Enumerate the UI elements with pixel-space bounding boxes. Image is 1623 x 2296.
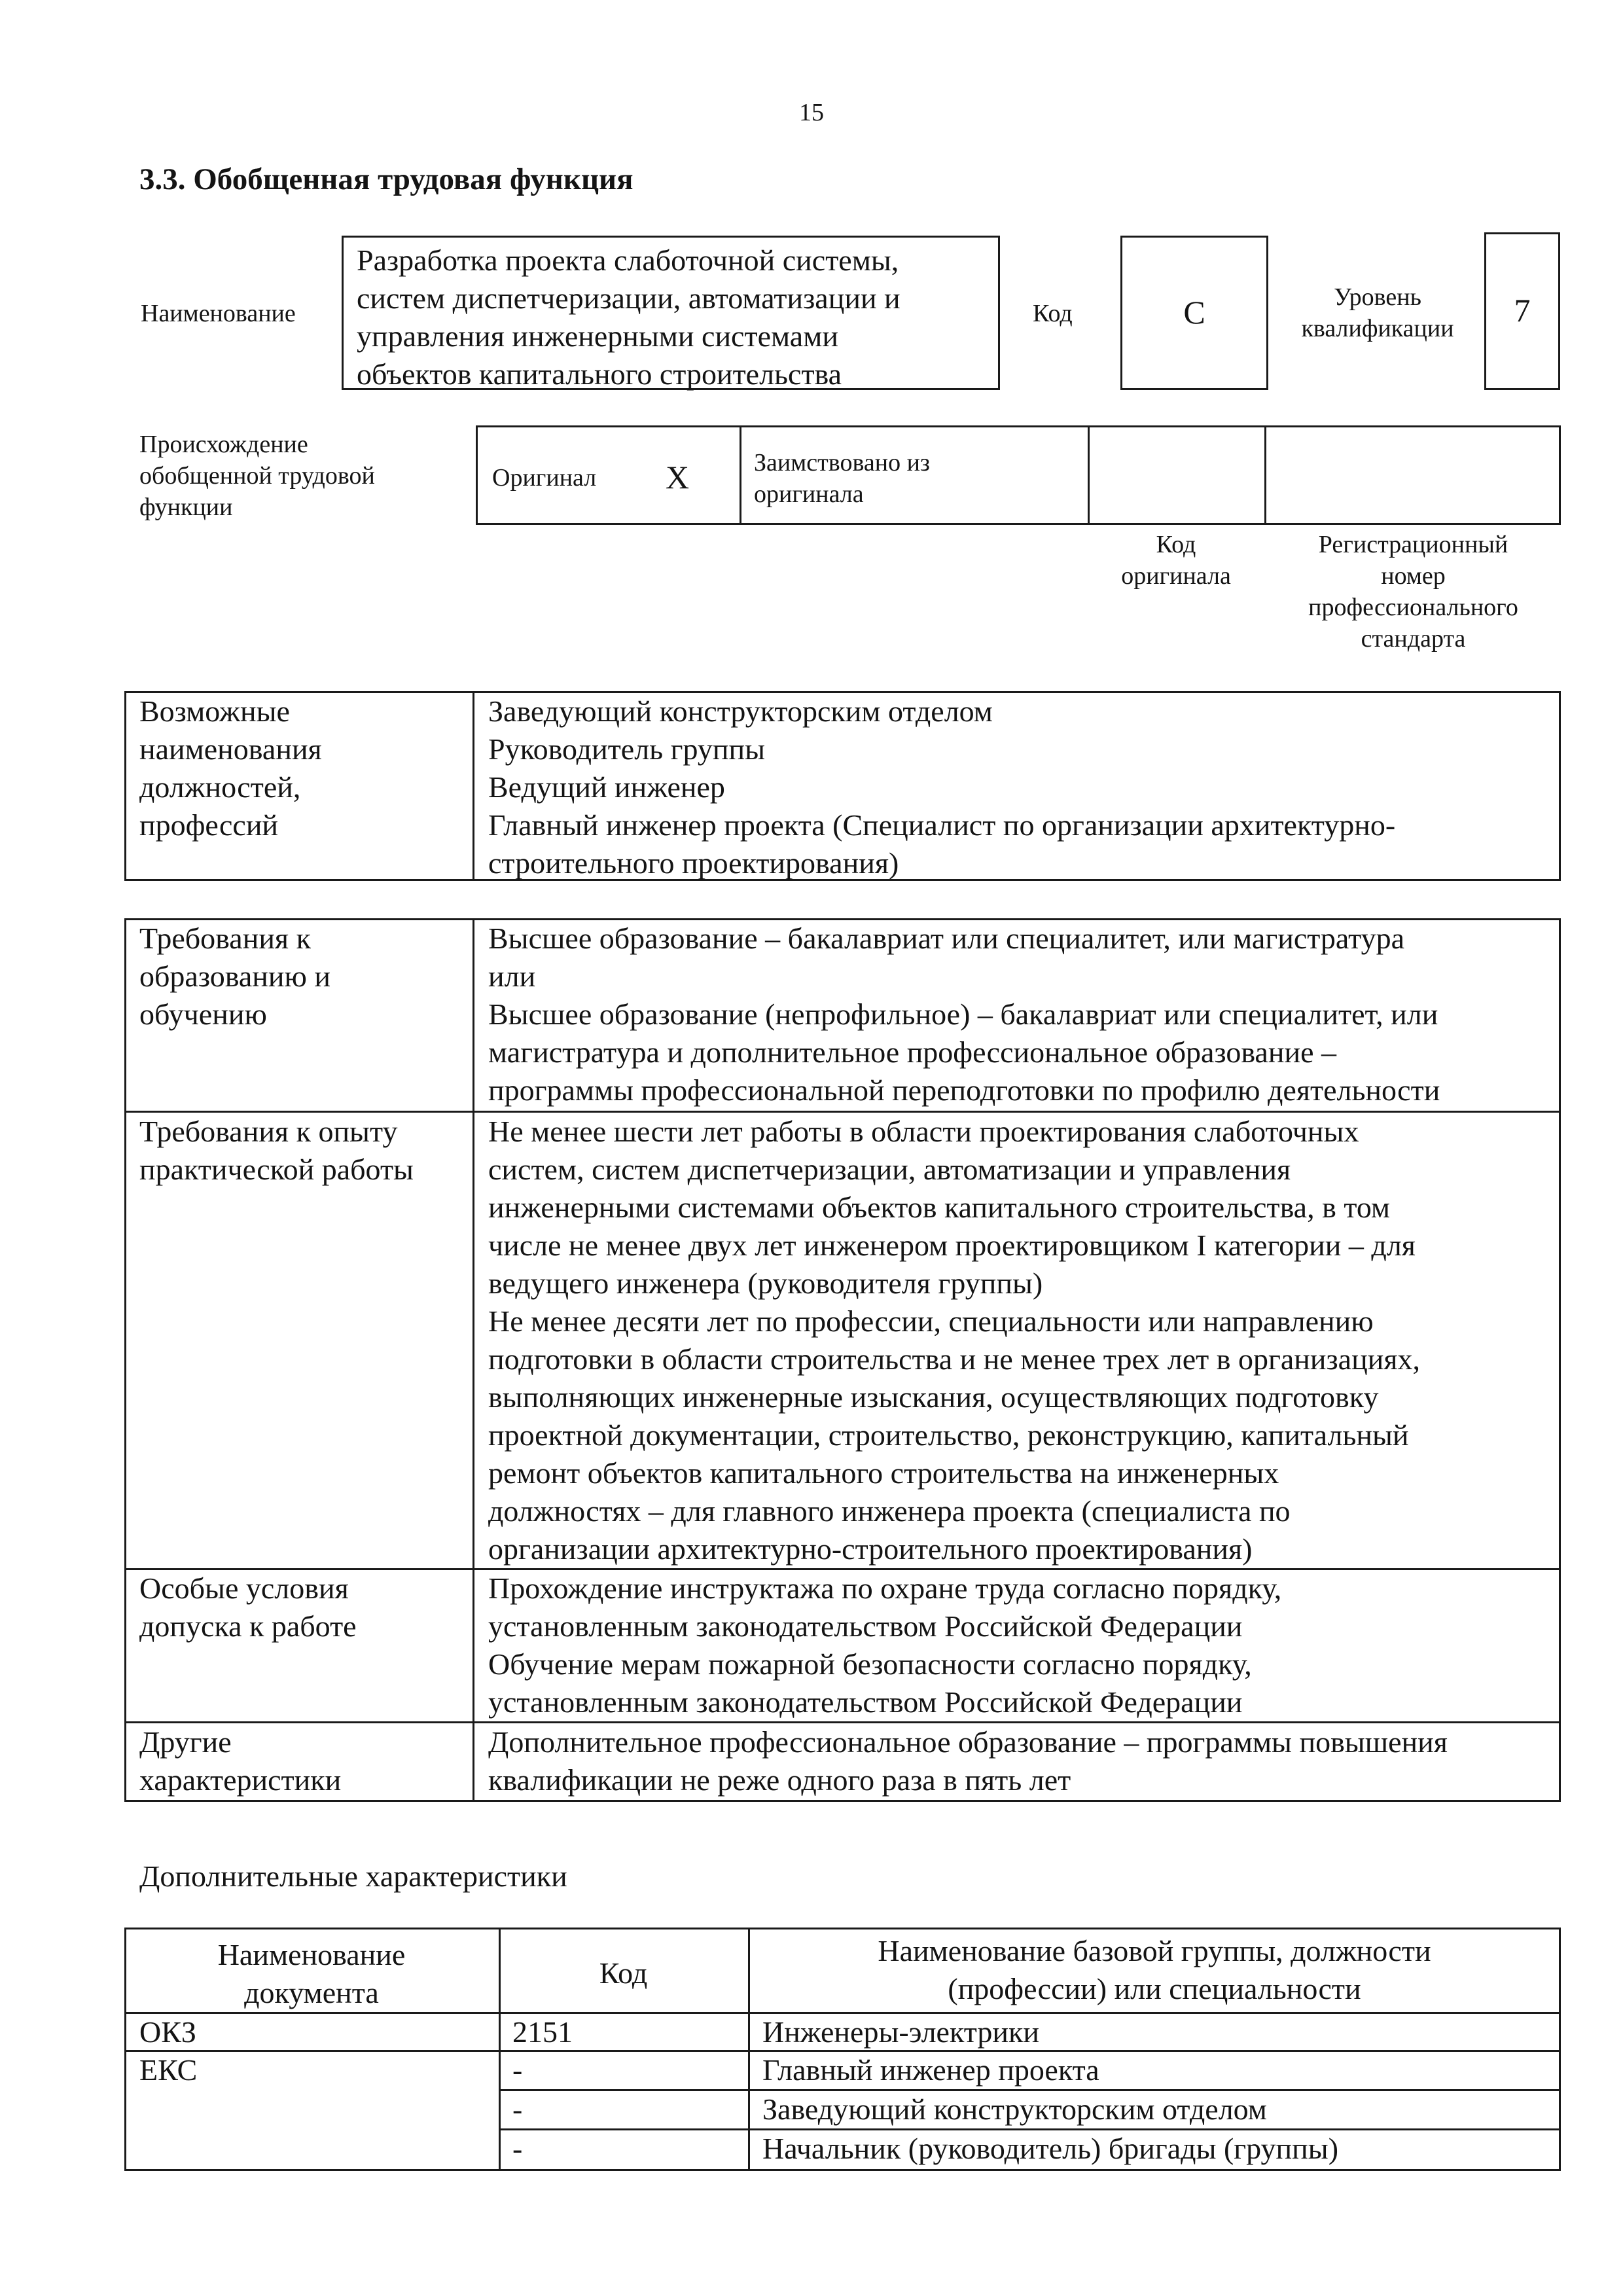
origin-label-line: обобщенной трудовой bbox=[139, 462, 375, 490]
req-other-text bbox=[488, 1723, 1448, 1799]
positions-label-line: должностей, bbox=[139, 770, 301, 804]
level-label bbox=[1279, 281, 1476, 344]
req-label-line: допуска к работе bbox=[139, 1609, 357, 1643]
req-text-line: Дополнительное профессиональное образование – программы повышения bbox=[488, 1725, 1448, 1759]
req-text-line: Прохождение инструктажа по охране труда согласно порядку, bbox=[488, 1571, 1282, 1605]
req-text-line: проектной документации, строительство, реконструкцию, капитальный bbox=[488, 1418, 1409, 1452]
position-item: Заведующий конструкторским отделом bbox=[488, 694, 993, 728]
origin-table bbox=[476, 425, 1561, 525]
req-text-line: или bbox=[488, 960, 536, 993]
name-label: Наименование bbox=[141, 300, 296, 327]
name-value-box bbox=[342, 236, 1000, 390]
original-mark: X bbox=[666, 459, 690, 495]
level-label-line: Уровень bbox=[1334, 283, 1421, 311]
col-header-name bbox=[748, 1932, 1561, 2008]
positions-values bbox=[488, 692, 1395, 882]
req-admission-text bbox=[488, 1570, 1281, 1721]
original-label: Оригинал bbox=[492, 464, 597, 492]
table-row-name: Начальник (руководитель) бригады (группы) bbox=[762, 2132, 1339, 2165]
code-original-line: оригинала bbox=[1121, 562, 1231, 590]
table-row-name: Главный инженер проекта bbox=[762, 2053, 1099, 2087]
position-item: Главный инженер проекта (Специалист по организации архитектурно- bbox=[488, 808, 1396, 842]
req-text-line: Не менее шести лет работы в области проектирования слаботочных bbox=[488, 1115, 1359, 1148]
page-number: 15 bbox=[799, 99, 824, 126]
req-text-line: организации архитектурно-строительного проектирования) bbox=[488, 1532, 1253, 1566]
req-text-line: выполняющих инженерные изыскания, осуществляющих подготовку bbox=[488, 1380, 1379, 1414]
req-label-line: практической работы bbox=[139, 1153, 414, 1186]
req-text-line: ведущего инженера (руководителя группы) bbox=[488, 1266, 1043, 1300]
req-text-line: инженерными системами объектов капитального строительства, в том bbox=[488, 1191, 1391, 1224]
reg-number-line: Регистрационный bbox=[1318, 531, 1508, 558]
position-item: Руководитель группы bbox=[488, 732, 766, 766]
req-text-line: числе не менее двух лет инженером проектировщиком I категории – для bbox=[488, 1229, 1416, 1262]
table-row-doc: ОКЗ bbox=[139, 2015, 196, 2049]
req-label-line: обучению bbox=[139, 997, 267, 1031]
name-value-line: Разработка проекта слаботочной системы, bbox=[357, 243, 899, 277]
req-text-line: установленным законодательством Российской Федерации bbox=[488, 1685, 1243, 1719]
level-label-line: квалификации bbox=[1301, 315, 1454, 342]
req-label-line: Требования к bbox=[139, 922, 311, 955]
table-row-name: Инженеры-электрики bbox=[762, 2015, 1039, 2049]
req-text-line: квалификации не реже одного раза в пять лет bbox=[488, 1763, 1071, 1797]
req-text-line: ремонт объектов капитального строительства на инженерных bbox=[488, 1456, 1279, 1490]
req-text-line: программы профессиональной переподготовки по профилю деятельности bbox=[488, 1073, 1440, 1107]
borrowed-label-line: Заимствовано из bbox=[754, 449, 930, 476]
req-text-line: подготовки в области строительства и не менее трех лет в организациях, bbox=[488, 1342, 1420, 1376]
code-label: Код bbox=[1033, 300, 1073, 327]
col-header-line: Наименование bbox=[217, 1938, 406, 1971]
req-text-line: Не менее десяти лет по профессии, специальности или направлению bbox=[488, 1304, 1374, 1338]
req-education-label bbox=[139, 920, 330, 1033]
req-text-line: магистратура и дополнительное профессиональное образование – bbox=[488, 1035, 1336, 1069]
req-education-text bbox=[488, 920, 1440, 1109]
req-label-line: характеристики bbox=[139, 1763, 342, 1797]
code-original-line: Код bbox=[1156, 531, 1196, 558]
code-value: С bbox=[1183, 294, 1205, 331]
level-value: 7 bbox=[1514, 292, 1531, 329]
col-header-line: документа bbox=[244, 1976, 379, 2009]
table-row-doc: ЕКС bbox=[139, 2053, 198, 2087]
reg-number-line: профессионального bbox=[1308, 594, 1518, 621]
req-label-line: Другие bbox=[139, 1725, 232, 1759]
col-header-line: Наименование базовой группы, должности bbox=[878, 1934, 1431, 1967]
reg-number-label bbox=[1264, 529, 1562, 655]
positions-label-line: Возможные bbox=[139, 694, 290, 728]
origin-label-line: функции bbox=[139, 493, 233, 521]
req-text-line: должностях – для главного инженера проекта (специалиста по bbox=[488, 1494, 1291, 1528]
table-row-code: 2151 bbox=[512, 2015, 573, 2049]
col-header-line: (профессии) или специальности bbox=[948, 1972, 1361, 2005]
req-text-line: Обучение мерам пожарной безопасности согласно порядку, bbox=[488, 1647, 1252, 1681]
table-row-code: - bbox=[512, 2053, 523, 2087]
level-box bbox=[1484, 232, 1560, 390]
req-other-label bbox=[139, 1723, 341, 1799]
table-row-code: - bbox=[512, 2132, 523, 2165]
positions-label-line: наименования bbox=[139, 732, 322, 766]
reg-number-line: стандарта bbox=[1361, 625, 1466, 653]
req-text-line: установленным законодательством Российской Федерации bbox=[488, 1609, 1243, 1643]
req-text-line: Высшее образование – бакалавриат или специалитет, или магистратура bbox=[488, 922, 1405, 955]
req-text-line: Высшее образование (непрофильное) – бакалавриат или специалитет, или bbox=[488, 997, 1438, 1031]
section-title: 3.3. Обобщенная трудовая функция bbox=[139, 162, 633, 196]
code-box bbox=[1120, 236, 1268, 390]
borrowed-label-line: оригинала bbox=[754, 480, 864, 508]
borrowed-label bbox=[754, 447, 930, 510]
name-value-line: управления инженерными системами bbox=[357, 319, 838, 353]
col-header-code: Код bbox=[599, 1956, 648, 1990]
name-value-line: объектов капитального строительства bbox=[357, 357, 842, 391]
origin-label-line: Происхождение bbox=[139, 431, 308, 458]
positions-label bbox=[139, 692, 322, 844]
positions-label-line: профессий bbox=[139, 808, 279, 842]
table-row-name: Заведующий конструкторским отделом bbox=[762, 2092, 1267, 2126]
req-label-line: образованию и bbox=[139, 960, 330, 993]
table-row-code: - bbox=[512, 2092, 523, 2126]
req-label-line: Особые условия bbox=[139, 1571, 349, 1605]
req-experience-text bbox=[488, 1113, 1420, 1568]
position-item: Ведущий инженер bbox=[488, 770, 725, 804]
req-admission-label bbox=[139, 1570, 357, 1645]
position-item: строительного проектирования) bbox=[488, 846, 899, 880]
req-label-line: Требования к опыту bbox=[139, 1115, 398, 1148]
req-experience-label bbox=[139, 1113, 414, 1189]
req-text-line: систем, систем диспетчеризации, автоматизации и управления bbox=[488, 1153, 1291, 1186]
additional-title: Дополнительные характеристики bbox=[139, 1859, 567, 1893]
code-original-label bbox=[1088, 529, 1264, 592]
col-header-document bbox=[124, 1936, 499, 2012]
name-value-line: систем диспетчеризации, автоматизации и bbox=[357, 281, 901, 315]
origin-label bbox=[139, 429, 375, 523]
reg-number-line: номер bbox=[1381, 562, 1446, 590]
